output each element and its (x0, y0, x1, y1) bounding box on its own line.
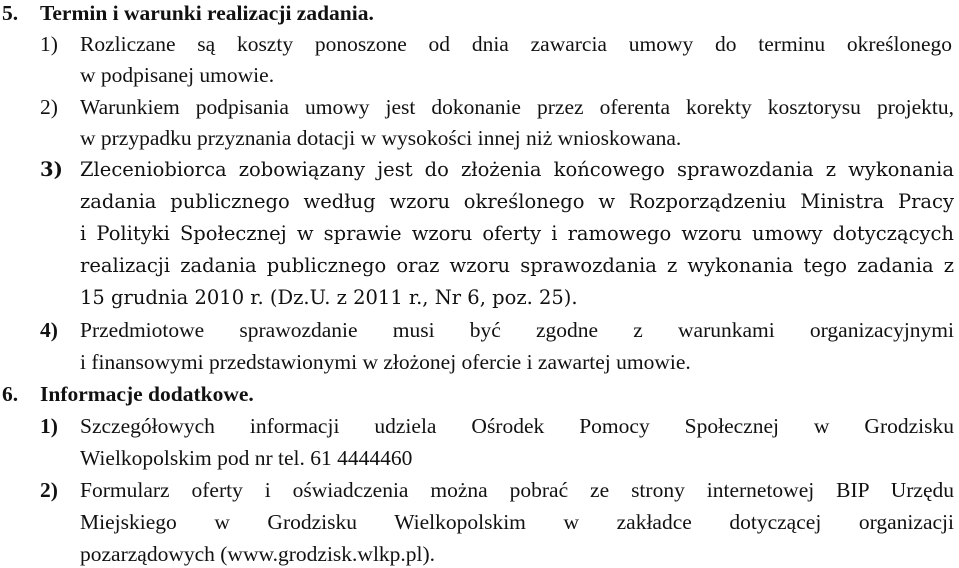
section-6-number: 6. (2, 382, 19, 406)
item-6-1-marker: 1) (40, 414, 58, 438)
item-5-3-marker: 3) (40, 158, 63, 181)
section-5-number: 5. (2, 1, 19, 25)
item-5-3-line-2: zadania publicznego według wzoru określonego w Rozporządzeniu Ministra Pracy (80, 190, 954, 213)
item-5-4-line-2: i finansowymi przedstawionymi w złożonej ofercie i zawartej umowie. (80, 350, 691, 374)
item-5-2-line-1: Warunkiem podpisania umowy jest dokonanie przez oferenta korekty kosztorysu projektu, (80, 95, 954, 119)
item-6-2-line-1: Formularz oferty i oświadczenia można pobrać ze strony internetowej BIP Urzędu (80, 478, 954, 502)
item-6-1-line-2: Wielkopolskim pod nr tel. 61 4444460 (80, 446, 413, 470)
item-5-3-line-3: i Polityki Społecznej w sprawie wzoru oferty i ramowego wzoru umowy dotyczących (80, 222, 954, 245)
item-5-4-line-1: Przedmiotowe sprawozdanie musi być zgodne z warunkami organizacyjnymi (80, 318, 954, 342)
item-5-2-line-2: w przypadku przyznania dotacji w wysokości innej niż wnioskowana. (80, 126, 682, 150)
item-5-3-line-4: realizacji zadania publicznego oraz wzoru sprawozdania z wykonania tego zadania z (80, 254, 954, 277)
item-5-4-marker: 4) (40, 318, 58, 342)
item-5-1-line-2: w podpisanej umowie. (80, 63, 275, 87)
item-6-2-marker: 2) (40, 478, 58, 502)
item-5-3-line-5: 15 grudnia 2010 r. (Dz.U. z 2011 r., Nr 6, poz. 25). (80, 286, 578, 309)
item-5-3-line-1: Zleceniobiorca zobowiązany jest do złożenia końcowego sprawozdania z wykonania (80, 158, 954, 181)
item-6-2-line-2: Miejskiego w Grodzisku Wielkopolskim w zakładce dotyczącej organizacji (80, 510, 954, 534)
section-5-title: Termin i warunki realizacji zadania. (40, 1, 374, 25)
item-5-1-line-1: Rozliczane są koszty ponoszone od dnia zawarcia umowy do terminu określonego (80, 32, 952, 56)
item-5-1-marker: 1) (40, 32, 58, 56)
item-6-2-line-3: pozarządowych (www.grodzisk.wlkp.pl). (80, 542, 436, 566)
item-6-1-line-1: Szczegółowych informacji udziela Ośrodek Pomocy Społecznej w Grodzisku (80, 414, 954, 438)
section-6-title: Informacje dodatkowe. (40, 382, 254, 406)
item-5-2-marker: 2) (40, 95, 58, 119)
